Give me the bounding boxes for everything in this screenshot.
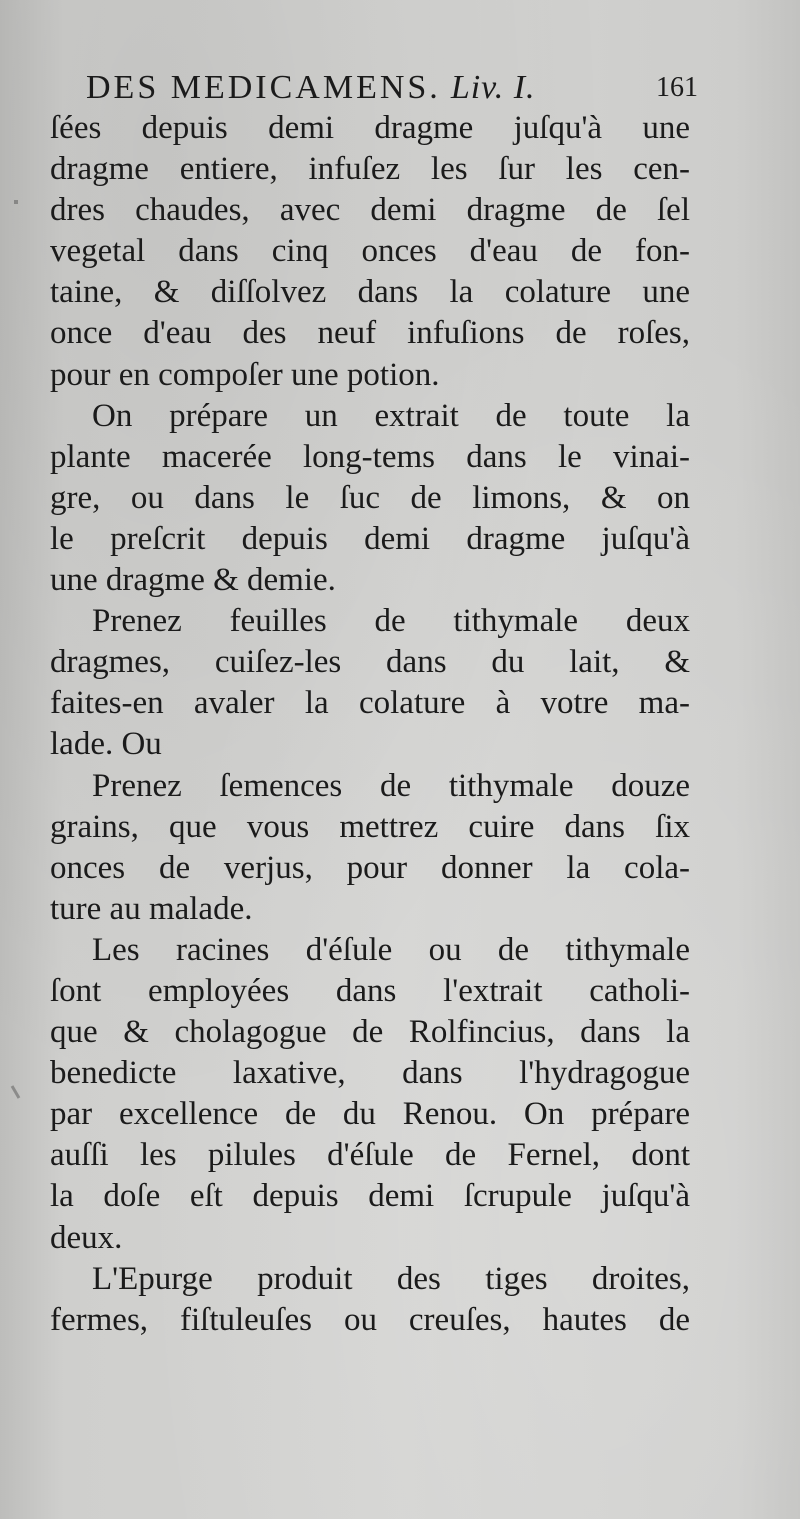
text-line: pour en compoſer une potion. xyxy=(50,356,440,393)
page-number: 161 xyxy=(656,72,698,103)
text-line: ture au malade. xyxy=(50,890,253,927)
text-line: fermes, fiſtuleuſes ou creuſes, hautes de xyxy=(50,1301,690,1338)
text-line: plante macerée long-tems dans le vinai- xyxy=(50,438,690,475)
text-line: grains, que vous mettrez cuire dans ſix xyxy=(50,808,690,845)
text-line: ſont employées dans l'extrait catholi- xyxy=(50,972,690,1009)
text-line: le preſcrit depuis demi dragme juſqu'à xyxy=(50,520,690,557)
text-line: dragmes, cuiſez-les dans du lait, & xyxy=(50,644,690,681)
text-line: ſées depuis demi dragme juſqu'à une xyxy=(50,110,690,146)
text-line: une dragme & demie. xyxy=(50,562,336,599)
text-line: benedicte laxative, dans l'hydragogue xyxy=(50,1055,690,1092)
text-line: auſſi les pilules d'éſule de Fernel, dont xyxy=(50,1137,690,1174)
text-line: dragme entiere, infuſez les ſur les cen- xyxy=(50,151,690,188)
text-line: la doſe eſt depuis demi ſcrupule juſqu'à xyxy=(50,1178,690,1215)
text-line: taine, & diſſolvez dans la colature une xyxy=(50,274,690,311)
ink-speck xyxy=(14,200,18,204)
ink-speck xyxy=(11,1085,21,1099)
text-line: vegetal dans cinq onces d'eau de fon- xyxy=(50,233,690,270)
running-head xyxy=(86,64,698,112)
text-line: par excellence de du Renou. On prépare xyxy=(50,1096,690,1133)
text-line: L'Epurge produit des tiges droites, xyxy=(92,1260,690,1297)
text-line: gre, ou dans le ſuc de limons, & on xyxy=(50,479,690,516)
text-line: faites-en avaler la colature à votre ma- xyxy=(50,685,690,722)
text-line: Prenez ſemences de tithymale douze xyxy=(92,767,690,804)
running-head-title: DES MEDICAMENS. xyxy=(86,69,441,106)
text-line: On prépare un extrait de toute la xyxy=(92,397,690,434)
text-line: once d'eau des neuf infuſions de roſes, xyxy=(50,315,690,352)
text-line: Les racines d'éſule ou de tithymale xyxy=(92,931,690,968)
text-line: dres chaudes, avec demi dragme de ſel xyxy=(50,192,690,229)
text-line: lade. Ou xyxy=(50,726,162,763)
text-line: onces de verjus, pour donner la cola- xyxy=(50,849,690,886)
text-line: deux. xyxy=(50,1219,123,1256)
body-text xyxy=(50,108,690,1341)
text-line: Prenez feuilles de tithymale deux xyxy=(92,603,690,640)
running-head-book: Liv. I. xyxy=(450,69,536,106)
text-line: que & cholagogue de Rolfincius, dans la xyxy=(50,1014,690,1051)
